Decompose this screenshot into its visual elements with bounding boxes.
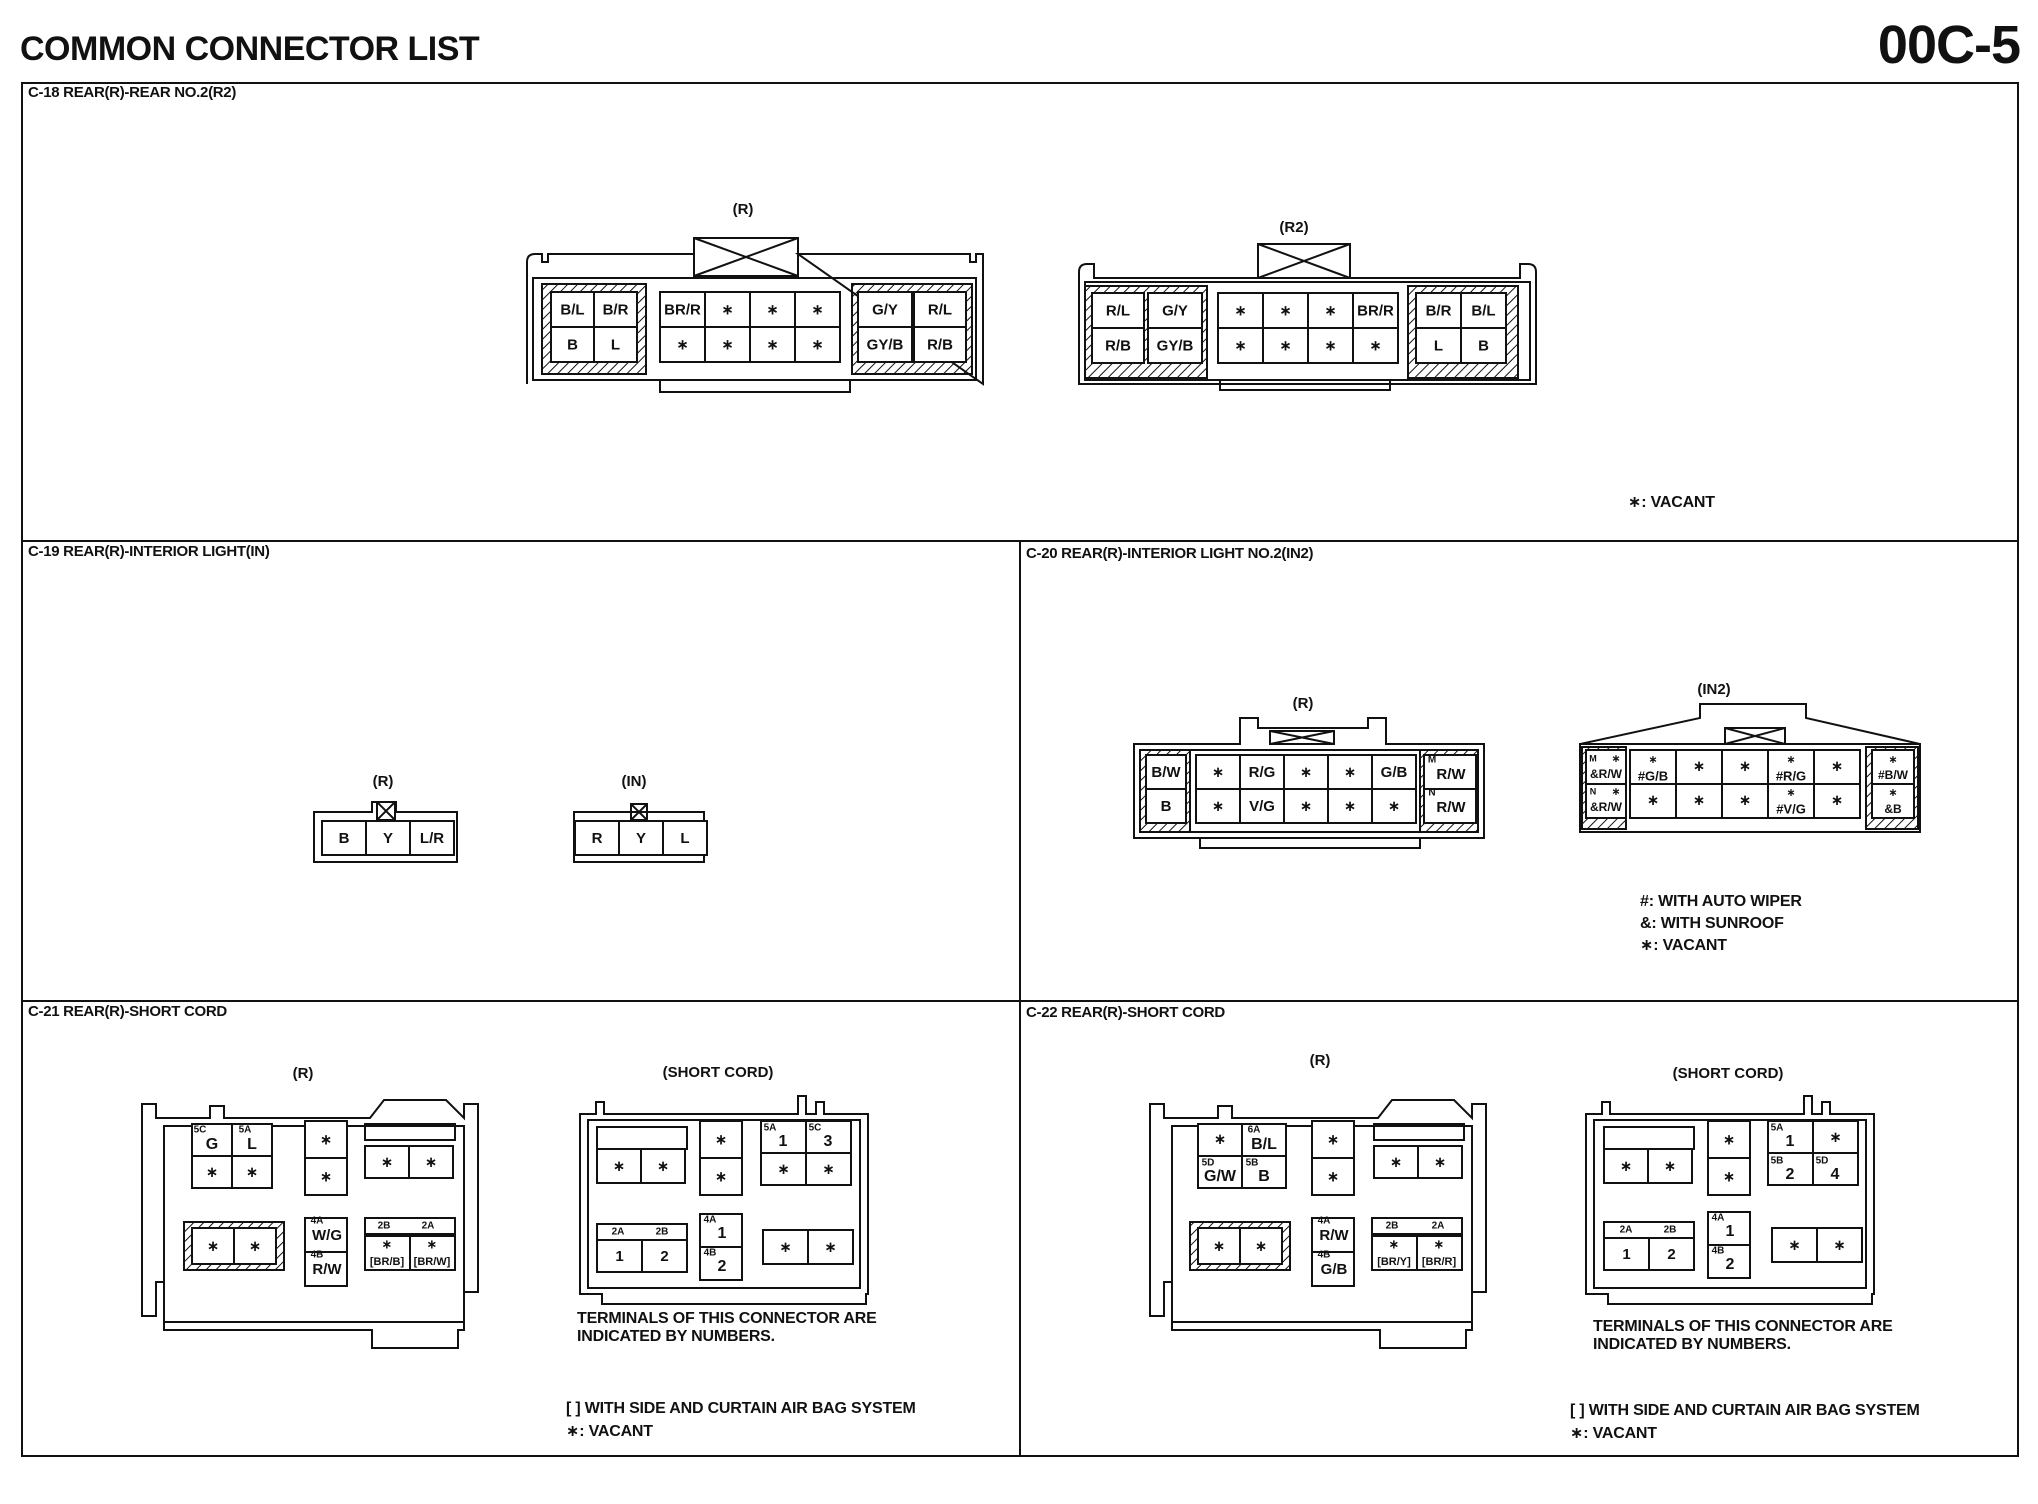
pin-label: R xyxy=(591,829,603,847)
pin-label: 2 xyxy=(1785,1166,1795,1184)
pin-label: #R/G xyxy=(1775,768,1807,784)
pin-label: &R/W xyxy=(1590,800,1622,815)
pin-label: B/L xyxy=(1251,1136,1277,1154)
terminal-tag: 2A xyxy=(1431,1220,1445,1232)
connector-label-r2: (R2) xyxy=(1279,218,1309,236)
c21-note-airbag: [ ] WITH SIDE AND CURTAIN AIR BAG SYSTEM xyxy=(566,1400,916,1417)
c22-note-vacant: ∗: VACANT xyxy=(1570,1425,1657,1442)
pin-label: ∗ xyxy=(1387,797,1401,815)
pin-label: B/L xyxy=(1471,302,1496,320)
pin-label: ∗ xyxy=(1692,757,1706,775)
pin-label: BR/R xyxy=(1357,302,1394,320)
pin-label: BR/R xyxy=(664,301,701,319)
pin-label: #G/B xyxy=(1637,768,1669,784)
connector-label-in2: (IN2) xyxy=(1697,680,1731,698)
pin-label: 3 xyxy=(823,1133,833,1151)
connector-label-r: (R) xyxy=(1309,1051,1331,1069)
pin-label: ∗ xyxy=(1433,1236,1445,1252)
terminal-tag: 5D xyxy=(1815,1155,1829,1167)
pin-label: ∗ xyxy=(206,1237,220,1255)
pin-label: B/W xyxy=(1151,763,1181,781)
pin-label: Y xyxy=(635,829,647,847)
terminal-tag: 4A xyxy=(1711,1212,1725,1224)
page-number: 00C-5 xyxy=(1877,15,2020,75)
pin-label: R/W xyxy=(1436,798,1466,816)
pin-label: L xyxy=(680,829,690,847)
terminal-tag: 5C xyxy=(193,1124,207,1136)
connector-label-r: (R) xyxy=(732,200,754,218)
pin-label: ∗ xyxy=(248,1237,262,1255)
pin-label: ∗ xyxy=(1279,337,1292,355)
c20-note-sunroof: &: WITH SUNROOF xyxy=(1640,915,1784,932)
pin-label: ∗ xyxy=(766,301,779,319)
pin-tag: M xyxy=(1589,753,1597,764)
pin-label: B xyxy=(1258,1168,1270,1186)
pin-label: B xyxy=(1478,337,1489,355)
pin-label: 1 xyxy=(717,1225,727,1243)
pin-label: L xyxy=(247,1136,257,1154)
pin-label: Y xyxy=(382,829,394,847)
connector-label-r: (R) xyxy=(1292,694,1314,712)
pin-label: V/G xyxy=(1249,797,1275,815)
pin-label: [BR/B] xyxy=(369,1255,405,1268)
pin-cell xyxy=(597,1127,687,1149)
pin-label: ∗ xyxy=(1212,1237,1226,1255)
pin-label: ∗ xyxy=(1738,791,1752,809)
pin-label: ∗ xyxy=(1343,797,1357,815)
pin-label: G/B xyxy=(1380,763,1408,781)
terminal-tag: 4A xyxy=(703,1214,717,1226)
terminal-tag: 4B xyxy=(310,1249,324,1261)
pin-label: ∗ xyxy=(1619,1157,1633,1175)
pin-label: ∗ xyxy=(612,1157,626,1175)
pin-tag: ∗ xyxy=(1611,785,1621,798)
pin-label: R/B xyxy=(1105,337,1131,355)
pin-label: B xyxy=(338,829,350,847)
pin-label: ∗ xyxy=(811,336,824,354)
pin-label: ∗ xyxy=(319,1168,333,1186)
pin-label: &B xyxy=(1884,802,1902,817)
pin-label: L/R xyxy=(419,829,445,847)
terminal-tag: 5A xyxy=(1770,1122,1784,1134)
pin-label: ∗ xyxy=(1722,1131,1736,1149)
pin-label: #V/G xyxy=(1776,801,1806,817)
pin-label: ∗ xyxy=(822,1160,835,1178)
pin-label: ∗ xyxy=(1369,337,1382,355)
pin-label: 1 xyxy=(1725,1223,1735,1241)
pin-tag: M xyxy=(1427,754,1437,766)
pin-label: R/W xyxy=(1319,1226,1349,1244)
terminal-tag: 4B xyxy=(1711,1245,1725,1257)
pin-tag: ∗ xyxy=(1786,753,1796,766)
pin-label: B xyxy=(1160,797,1172,815)
pin-label: ∗ xyxy=(1692,791,1706,809)
pin-label: ∗ xyxy=(1722,1168,1736,1186)
pin-label: ∗ xyxy=(424,1153,438,1171)
pin-label: L xyxy=(1433,337,1444,355)
c20-note-vacant: ∗: VACANT xyxy=(1640,937,1727,954)
pin-label: G/B xyxy=(1320,1260,1348,1278)
pin-label: ∗ xyxy=(656,1157,670,1175)
pin-label: [BR/R] xyxy=(1421,1255,1457,1268)
pin-label: &R/W xyxy=(1590,767,1622,782)
pin-label: ∗ xyxy=(1299,763,1313,781)
pin-cell xyxy=(1604,1222,1694,1238)
pin-label: G/W xyxy=(1204,1168,1236,1186)
pin-label: ∗ xyxy=(779,1238,792,1256)
section-title-c21: C-21 REAR(R)-SHORT CORD xyxy=(28,1003,227,1020)
pin-label: R/L xyxy=(927,301,953,319)
pin-label: ∗ xyxy=(245,1163,259,1181)
pin-label: [BR/Y] xyxy=(1377,1255,1411,1268)
pin-label: 1 xyxy=(615,1247,624,1265)
pin-label: R/W xyxy=(1436,765,1466,783)
pin-label: ∗ xyxy=(1211,797,1225,815)
pin-label: G xyxy=(205,1136,219,1154)
terminal-tag: 5A xyxy=(763,1122,777,1134)
pin-label: ∗ xyxy=(381,1236,393,1252)
c21-note-vacant: ∗: VACANT xyxy=(566,1423,653,1440)
pin-label: ∗ xyxy=(1299,797,1313,815)
pin-label: ∗ xyxy=(824,1238,837,1256)
pin-label: R/W xyxy=(312,1260,342,1278)
pin-label: ∗ xyxy=(205,1163,219,1181)
pin-label: B/R xyxy=(1425,302,1452,320)
pin-label: ∗ xyxy=(1234,337,1247,355)
terminal-tag: 5B xyxy=(1770,1155,1784,1167)
terminal-tag: 5A xyxy=(238,1124,252,1136)
c20-note-auto-wiper: #: WITH AUTO WIPER xyxy=(1640,893,1802,910)
pin-label: ∗ xyxy=(1343,763,1357,781)
pin-label: ∗ xyxy=(426,1236,438,1252)
connector-base-r xyxy=(1200,838,1420,848)
page-title: COMMON CONNECTOR LIST xyxy=(20,30,480,68)
pin-label: ∗ xyxy=(1433,1153,1447,1171)
pin-label: ∗ xyxy=(1829,1128,1842,1146)
pin-label: ∗ xyxy=(676,336,689,354)
pin-label: ∗ xyxy=(811,301,824,319)
terminal-tag: 2B xyxy=(655,1226,669,1238)
section-title-c19: C-19 REAR(R)-INTERIOR LIGHT(IN) xyxy=(28,543,270,560)
pin-label: R/B xyxy=(927,336,953,354)
connector-base-r xyxy=(660,380,850,392)
terminal-tag: 5C xyxy=(808,1122,822,1134)
c22-terminals-note: TERMINALS OF THIS CONNECTOR ARE INDICATED BY NUMBERS. xyxy=(1593,1318,1893,1353)
terminal-tag: 2B xyxy=(377,1220,391,1232)
pin-label: ∗ xyxy=(714,1131,728,1149)
terminal-tag: 5B xyxy=(1245,1157,1259,1169)
pin-label: 2 xyxy=(660,1247,669,1265)
pin-label: ∗ xyxy=(1324,302,1337,320)
pin-cell xyxy=(597,1224,687,1240)
pin-label: ∗ xyxy=(1388,1236,1400,1252)
pin-tag: N xyxy=(1589,786,1597,797)
pin-label: ∗ xyxy=(1830,757,1844,775)
pin-label: L xyxy=(610,336,621,354)
pin-label: R/L xyxy=(1105,302,1131,320)
c21-terminals-note: TERMINALS OF THIS CONNECTOR ARE INDICATED BY NUMBERS. xyxy=(577,1310,877,1345)
pin-label: GY/B xyxy=(1156,337,1194,355)
terminal-tag: 2A xyxy=(421,1220,435,1232)
terminal-tag: 4A xyxy=(310,1215,324,1227)
pin-label: ∗ xyxy=(1788,1236,1801,1254)
terminal-tag: 5D xyxy=(1201,1157,1215,1169)
pin-label: ∗ xyxy=(1211,763,1225,781)
pin-label: ∗ xyxy=(1389,1153,1403,1171)
pin-label: ∗ xyxy=(766,336,779,354)
pin-label: ∗ xyxy=(1234,302,1247,320)
pin-label: 1 xyxy=(1622,1245,1631,1263)
pin-label: ∗ xyxy=(1833,1236,1846,1254)
c20-diagrams xyxy=(1134,681,1920,848)
pin-label: ∗ xyxy=(714,1168,728,1186)
pin-label: 4 xyxy=(1830,1166,1840,1184)
section-title-c18: C-18 REAR(R)-REAR NO.2(R2) xyxy=(28,84,237,101)
section-title-c20: C-20 REAR(R)-INTERIOR LIGHT NO.2(IN2) xyxy=(1026,545,1314,562)
connector-label-short-cord: (SHORT CORD) xyxy=(662,1063,774,1081)
pin-label: ∗ xyxy=(777,1160,790,1178)
pin-label: 2 xyxy=(717,1258,727,1276)
c22-diagrams xyxy=(1150,1052,1874,1348)
terminal-tag: 2B xyxy=(1663,1224,1677,1236)
terminal-tag: 4B xyxy=(1317,1249,1331,1261)
connector-label-in: (IN) xyxy=(621,772,647,790)
terminal-tag: 2B xyxy=(1385,1220,1399,1232)
pin-tag: ∗ xyxy=(1888,786,1898,799)
pin-label: ∗ xyxy=(721,301,734,319)
pin-label: 2 xyxy=(1667,1245,1676,1263)
pin-label: GY/B xyxy=(866,336,904,354)
pin-label: ∗ xyxy=(1279,302,1292,320)
pin-tag: ∗ xyxy=(1786,786,1796,799)
pin-label: 1 xyxy=(778,1133,788,1151)
pin-label: G/Y xyxy=(1162,302,1188,320)
terminal-tag: 4A xyxy=(1317,1215,1331,1227)
pin-label: ∗ xyxy=(1254,1237,1268,1255)
pin-tag: ∗ xyxy=(1648,753,1658,766)
pin-label: G/Y xyxy=(872,301,898,319)
pin-tag: ∗ xyxy=(1888,753,1898,766)
pin-label: R/G xyxy=(1248,763,1276,781)
pin-cell xyxy=(1604,1127,1694,1149)
pin-label: 1 xyxy=(1785,1133,1795,1151)
pin-label: ∗ xyxy=(319,1131,333,1149)
pin-tag: ∗ xyxy=(1611,752,1621,765)
pin-label: ∗ xyxy=(1738,757,1752,775)
terminal-tag: 2A xyxy=(611,1226,625,1238)
pin-label: ∗ xyxy=(1326,1131,1340,1149)
pin-label: ∗ xyxy=(1830,791,1844,809)
c21-diagrams xyxy=(142,1064,868,1348)
pin-label: ∗ xyxy=(1324,337,1337,355)
pin-label: W/G xyxy=(312,1226,342,1244)
pin-label: ∗ xyxy=(1663,1157,1677,1175)
c19-diagrams xyxy=(314,773,707,862)
pin-label: [BR/W] xyxy=(413,1255,451,1268)
pin-tag: N xyxy=(1428,787,1436,799)
pin-label: ∗ xyxy=(1646,791,1660,809)
pin-label: ∗ xyxy=(721,336,734,354)
pin-label: B/R xyxy=(602,301,629,319)
pin-label: ∗ xyxy=(1326,1168,1340,1186)
pin-label: 2 xyxy=(1725,1256,1735,1274)
pin-label: ∗ xyxy=(1213,1130,1227,1148)
connector-label-r: (R) xyxy=(292,1064,314,1082)
pin-label: B xyxy=(567,336,578,354)
c18-vacant-note: ∗: VACANT xyxy=(1628,494,1715,511)
c22-note-airbag: [ ] WITH SIDE AND CURTAIN AIR BAG SYSTEM xyxy=(1570,1402,1920,1419)
pin-label: ∗ xyxy=(380,1153,394,1171)
section-title-c22: C-22 REAR(R)-SHORT CORD xyxy=(1026,1004,1225,1021)
terminal-tag: 6A xyxy=(1247,1124,1261,1136)
c18-diagrams xyxy=(527,201,1536,392)
terminal-tag: 4B xyxy=(703,1247,717,1259)
pin-label: B/L xyxy=(560,301,585,319)
pin-label: #B/W xyxy=(1878,768,1908,783)
terminal-tag: 2A xyxy=(1619,1224,1633,1236)
connector-label-r: (R) xyxy=(372,772,394,790)
connector-label-short-cord: (SHORT CORD) xyxy=(1672,1064,1784,1082)
